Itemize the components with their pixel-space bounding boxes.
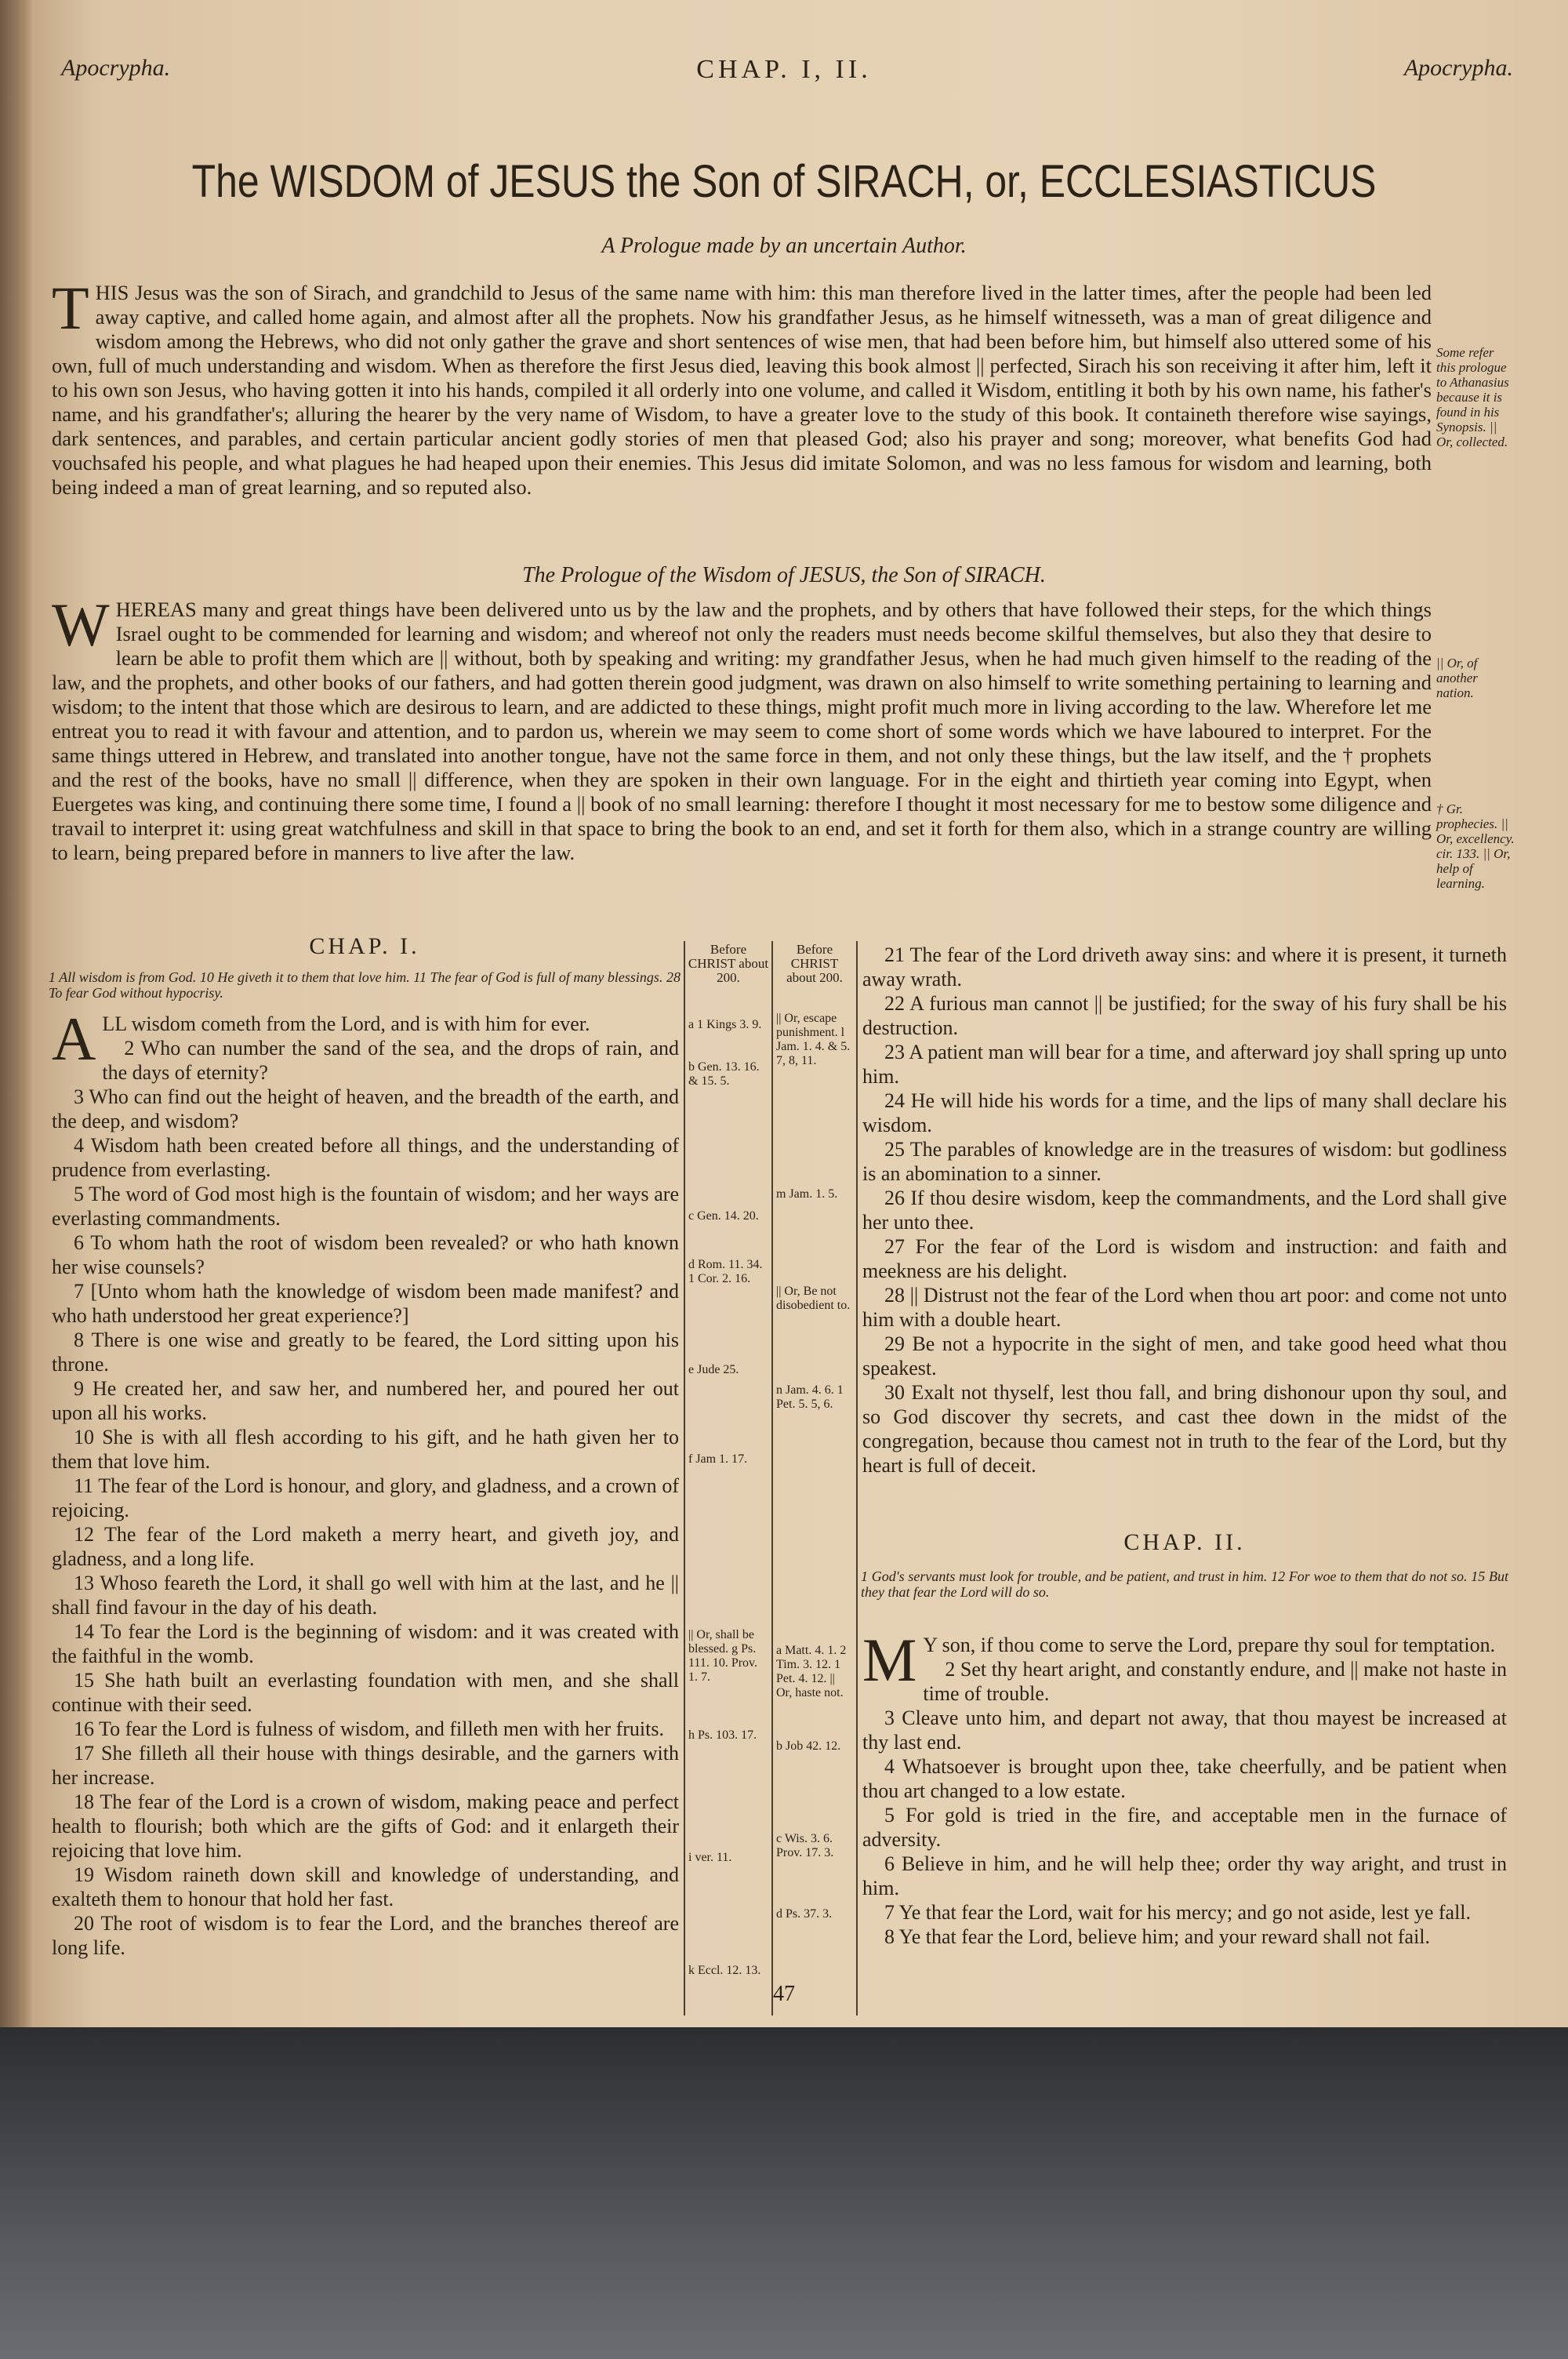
ch2-verse-6: 6 Believe in him, and he will help thee; order thy way aright, and trust in him. — [862, 1852, 1507, 1899]
verse-23: 23 A patient man will bear for a time, and afterward joy shall spring up unto him. — [862, 1041, 1507, 1088]
ref-2-3: || Or, Be not disobedient to. — [776, 1285, 851, 1312]
column-rule-2 — [771, 941, 773, 2016]
ref-2-4: n Jam. 4. 6. 1 Pet. 5. 5, 6. — [776, 1383, 844, 1411]
verse-8: 8 There is one wise and greatly to be feared, the Lord sitting upon his throne. — [52, 1329, 679, 1376]
prologue1-heading: A Prologue made by an uncertain Author. — [601, 234, 967, 258]
prologue1-text — [52, 274, 1432, 500]
verse-20: 20 The root of wisdom is to fear the Lord, and the branches thereof are long life. — [52, 1912, 679, 1959]
verse-12: 12 The fear of the Lord maketh a merry heart, and giveth joy, and gladness, and a long life. — [52, 1523, 679, 1570]
verse-1: ALL wisdom cometh from the Lord, and is with him for ever. — [52, 1005, 590, 1073]
running-header-center: CHAP. I, II. — [696, 55, 872, 84]
prologue2-dropcap: W — [52, 591, 110, 659]
ref-1-8: h Ps. 103. 17. — [688, 1728, 757, 1742]
ch2-verse-8: 8 Ye that fear the Lord, believe him; and your reward shall not fail. — [884, 1925, 1431, 1948]
chapter-1-heading: CHAP. I. — [309, 933, 420, 959]
ref-2-8: d Ps. 37. 3. — [776, 1907, 833, 1921]
prologue1-dropcap: T — [52, 274, 89, 342]
prologue1-margin-note: Some refer this prologue to Athanasius because it is found in his Synopsis. || Or, collected. — [1436, 345, 1509, 449]
verse-15: 15 She hath built an everlasting foundation with men, and she shall continue with their seed. — [52, 1669, 679, 1716]
refs-head-2: Before CHRIST about 200. — [786, 942, 843, 985]
verse-28: 28 || Distrust not the fear of the Lord when thou art poor: and come not unto him with a double heart. — [862, 1284, 1507, 1331]
verse-10: 10 She is with all flesh according to his gift, and he hath given her to them that love him. — [52, 1426, 679, 1473]
ch2-verse-7: 7 Ye that fear the Lord, wait for his mercy; and go not aside, lest ye fall. — [884, 1901, 1472, 1924]
book-title: The WISDOM of JESUS the Son of SIRACH, or, ECCLESIASTICUS — [191, 156, 1377, 207]
verse-29: 29 Be not a hypocrite in the sight of men, and take good heed what thou speakest. — [862, 1332, 1507, 1379]
verse-18: 18 The fear of the Lord is a crown of wisdom, making peace and perfect health to flourish; both which are the gifts of God: and it enlargeth their rejoicing that love him. — [52, 1790, 679, 1862]
verse-16: 16 To fear the Lord is fulness of wisdom, and filleth men with her fruits. — [74, 1717, 664, 1740]
chapter-1-left-column — [52, 1005, 679, 1960]
ref-2-1: || Or, escape punishment. l Jam. 1. 4. & 5. 7, 8, 11. — [776, 1012, 851, 1067]
chapter-1-summary: 1 All wisdom is from God. 10 He giveth it to them that love him. 11 The fear of God is full of many blessings. 28 To fear God without hypocrisy. — [49, 969, 681, 1001]
verse-30: 30 Exalt not thyself, lest thou fall, and bring dishonour upon thy soul, and so God discover thy secrets, and cast thee down in the midst of the congregation, because thou camest not in truth to the fear of the Lord, but thy heart is full of deceit. — [862, 1381, 1507, 1477]
ref-1-4: d Rom. 11. 34. 1 Cor. 2. 16. — [688, 1258, 763, 1285]
running-header-right: Apocrypha. — [1403, 55, 1513, 81]
ref-1-7: || Or, shall be blessed. g Ps. 111. 10. Prov. 1. 7. — [688, 1628, 757, 1684]
book-spine — [0, 0, 34, 2027]
prologue2-text — [52, 591, 1432, 865]
verse-9: 9 He created her, and saw her, and numbered her, and poured her out upon all his works. — [52, 1377, 679, 1424]
ref-1-1: a 1 Kings 3. 9. — [688, 1018, 762, 1031]
prologue2-body: HEREAS many and great things have been delivered unto us by the law and the prophets, and by others that have followed their steps, for the which things Israel ought to be commended for learning and wisdom; and whereof not only the readers must needs become skilful themselves, but also they that desire to learn be able to profit them which are || without, both by speaking and writing: my grandfather Jesus, when he had much given himself to the reading of the law, and the prophets, and other books of our fathers, and had gotten therein good judgment, was drawn on also himself to write something pertaining to learning and wisdom; to the intent that those which are desirous to learn, and are addicted to these things, might profit much more in living according to the law. Wherefore let me entreat you to read it with favour and attention, and to pardon us, wherein we may seem to come short of some words which we have laboured to interpret. For the same things uttered in Hebrew, and translated into another tongue, have not the same force in them, and not only these things, but the law itself, and the † prophets and the rest of the books, have no small || difference, when they are spoken in their own language. For in the eight and thirtieth year coming into Egypt, when Euergetes was king, and continuing there some time, I found a || book of no small learning: therefore I thought it most necessary for me to bestow some diligence and travail to interpret it: using great watchfulness and skill in that space to bring the book to an end, and set it forth for them also, which in a strange country are willing to learn, being prepared before in manners to live after the law. — [52, 598, 1432, 864]
ref-2-6: b Job 42. 12. — [776, 1739, 841, 1753]
verse-11: 11 The fear of the Lord is honour, and glory, and gladness, and a crown of rejoicing. — [52, 1474, 679, 1521]
page-number: 47 — [773, 1982, 795, 2006]
verse-5: 5 The word of God most high is the fountain of wisdom; and her ways are everlasting commandments. — [52, 1183, 679, 1230]
verse-2: 2 Who can number the sand of the sea, and the drops of rain, and the days of eternity? — [102, 1037, 679, 1084]
column-rule-3 — [856, 941, 858, 2016]
ref-1-3: c Gen. 14. 20. — [688, 1209, 759, 1223]
ref-1-10: k Eccl. 12. 13. — [688, 1964, 761, 1977]
ref-2-5: a Matt. 4. 1. 2 Tim. 3. 12. 1 Pet. 4. 12. || Or, haste not. — [776, 1644, 847, 1699]
verse-21: 21 The fear of the Lord driveth away sins: and where it is present, it turneth away wrath. — [862, 943, 1507, 990]
chapter-2-summary: 1 God's servants must look for trouble, and be patient, and trust in him. 12 For woe to them that do not so. 15 But they that fear the Lord will do so. — [861, 1568, 1508, 1600]
ch2-verse-5: 5 For gold is tried in the fire, and acceptable men in the furnace of adversity. — [862, 1804, 1507, 1851]
verse-7: 7 [Unto whom hath the knowledge of wisdom been made manifest? and who hath understood her great experience?] — [52, 1280, 679, 1327]
verse-3: 3 Who can find out the height of heaven, and the breadth of the earth, and the deep, and wisdom? — [52, 1085, 679, 1132]
prologue2-heading: The Prologue of the Wisdom of JESUS, the Son of SIRACH. — [522, 563, 1046, 587]
ref-1-2: b Gen. 13. 16. & 15. 5. — [688, 1060, 760, 1088]
table-surface — [0, 2027, 1568, 2359]
verse-26: 26 If thou desire wisdom, keep the commandments, and the Lord shall give her unto thee. — [862, 1187, 1507, 1234]
chapter-1-right-column — [862, 943, 1507, 1478]
prologue2-margin-note-2: † Gr. prophecies. || Or, excellency. cir. 133. || Or, help of learning. — [1436, 801, 1515, 891]
chapter-1-dropcap: A — [52, 1005, 96, 1073]
refs-head-1: Before CHRIST about 200. — [688, 942, 769, 985]
chapter-2-heading: CHAP. II. — [1123, 1529, 1246, 1555]
ch2-verse-1: M Y son, if thou come to serve the Lord, prepare thy soul for temptation. — [862, 1626, 1496, 1694]
ref-2-2: m Jam. 1. 5. — [776, 1187, 838, 1201]
ch2-verse-4: 4 Whatsoever is brought upon thee, take cheerfully, and be patient when thou art changed to a low estate. — [862, 1755, 1507, 1802]
chapter-2-dropcap: M — [862, 1626, 917, 1694]
ref-2-7: c Wis. 3. 6. Prov. 17. 3. — [776, 1832, 834, 1859]
running-header-left: Apocrypha. — [61, 55, 171, 81]
chapter-2-column — [862, 1626, 1507, 1949]
verse-4: 4 Wisdom hath been created before all things, and the understanding of prudence from everlasting. — [52, 1134, 679, 1181]
ch2-verse-3: 3 Cleave unto him, and depart not away, that thou mayest be increased at thy last end. — [862, 1707, 1507, 1754]
ref-1-5: e Jude 25. — [688, 1363, 739, 1376]
column-rule-1 — [684, 941, 685, 2016]
ref-1-9: i ver. 11. — [688, 1851, 732, 1864]
verse-22: 22 A furious man cannot || be justified; for the sway of his fury shall be his destruction. — [862, 992, 1507, 1039]
verse-19: 19 Wisdom raineth down skill and knowledge of understanding, and exalteth them to honour that hold her fast. — [52, 1863, 679, 1910]
prologue2-margin-note-1: || Or, of another nation. — [1436, 656, 1478, 700]
verse-25: 25 The parables of knowledge are in the treasures of wisdom: but godliness is an abomination to a sinner. — [862, 1138, 1507, 1185]
prologue1-body: HIS Jesus was the son of Sirach, and grandchild to Jesus of the same name with him: this man therefore lived in the latter times, after the people had been led away captive, and called home again, and almost after all the prophets. Now his grandfather Jesus, as he himself witnesseth, was a man of great diligence and wisdom among the Hebrews, who did not only gather the grave and short sentences of wise men, that had been before him, but himself also uttered some of his own, full of much understanding and wisdom. When as therefore the first Jesus died, leaving this book almost || perfected, Sirach his son receiving it after him, left it to his own son Jesus, who having gotten it into his hands, compiled it all orderly into one volume, and called it Wisdom, entitling it both by his own name, his father's name, and his grandfather's; alluring the hearer by the very name of Wisdom, to have a greater love to the study of this book. It containeth therefore wise sayings, dark sentences, and parables, and certain particular ancient godly stories of men that pleased God; also his prayer and song; moreover, what benefits God had vouchsafed his people, and what plagues he had heaped upon their enemies. This Jesus did imitate Solomon, and was no less famous for wisdom and learning, both being indeed a man of great learning, and so reputed also. — [52, 281, 1432, 499]
ref-1-6: f Jam 1. 17. — [688, 1452, 748, 1466]
verse-17: 17 She filleth all their house with things desirable, and the garners with her increase. — [52, 1742, 679, 1789]
verse-13: 13 Whoso feareth the Lord, it shall go well with him at the last, and he || shall find favour in the day of his death. — [52, 1572, 679, 1619]
ch2-verse-2: 2 Set thy heart aright, and constantly endure, and || make not haste in time of trouble. — [923, 1658, 1507, 1705]
verse-6: 6 To whom hath the root of wisdom been revealed? or who hath known her wise counsels? — [52, 1231, 679, 1278]
verse-27: 27 For the fear of the Lord is wisdom and instruction: and faith and meekness are his delight. — [862, 1235, 1507, 1282]
verse-24: 24 He will hide his words for a time, and the lips of many shall declare his wisdom. — [862, 1089, 1507, 1136]
verse-14: 14 To fear the Lord is the beginning of wisdom: and it was created with the faithful in the womb. — [52, 1620, 679, 1667]
